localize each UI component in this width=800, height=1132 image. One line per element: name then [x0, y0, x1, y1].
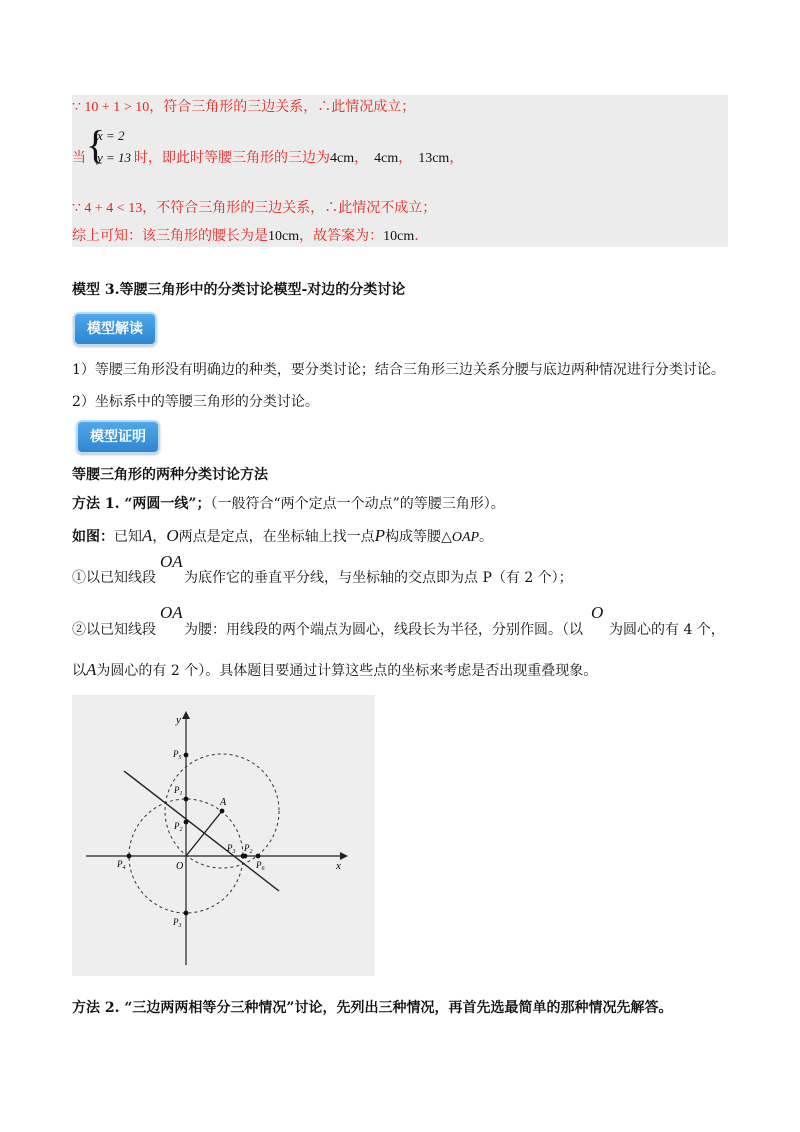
x-axis-label: x	[336, 860, 341, 872]
point-p2-y	[184, 820, 189, 825]
p6-label: $P_6$	[256, 860, 265, 872]
y-axis-arrow-icon	[182, 711, 190, 719]
x-axis-arrow-icon	[340, 852, 348, 860]
answer-1: 10cm	[268, 229, 300, 244]
perpendicular-bisector	[124, 771, 279, 891]
method-2: 方法 2. “三边两两相等分三种情况”讨论，先列出三种情况，再首先选最简单的那种情况先解答。	[72, 1000, 673, 1016]
side-2: 4cm	[374, 151, 399, 166]
point-p1	[184, 797, 189, 802]
point-p3-y	[184, 911, 189, 916]
inequality-2: ∵ 4 + 4 < 13	[72, 201, 143, 216]
method-1: 方法 1. “两圆一线”；（一般符合“两个定点一个动点”的等腰三角形）。	[72, 496, 505, 512]
points	[127, 753, 261, 916]
point-p: P	[374, 526, 386, 545]
item-2-text: ②以已知线段	[72, 622, 156, 638]
point-o: O	[166, 526, 179, 545]
point-p5	[184, 753, 189, 758]
solution-line-4: 综上可知：该三角形的腰长为是10cm，故答案为：10cm.	[72, 228, 419, 244]
origin-label: O	[176, 861, 184, 872]
p3-y-label: $P_3$	[173, 917, 182, 929]
badge-model-reading: 模型解读	[73, 312, 157, 346]
side-3: 13cm	[418, 151, 450, 166]
point-a: A	[142, 526, 153, 545]
triangle-oap: △OAP	[441, 530, 480, 545]
coordinate-figure	[72, 695, 375, 976]
inequality-1: ∵ 10 + 1 > 10	[72, 100, 150, 115]
solution-box	[72, 95, 728, 247]
center-a: A	[86, 660, 97, 679]
solution-line-3: ∵ 4 + 4 < 13，不符合三角形的三边关系，∴此情况不成立；	[72, 200, 437, 216]
p2-x-label: $P_2$	[244, 843, 253, 855]
item-2-rest-2: 为圆心的有 4 个，	[609, 622, 725, 638]
p3-x-label: $P_3$	[227, 843, 236, 855]
point-p2-x	[243, 854, 248, 859]
paragraph-1: 1）等腰三角形没有明确边的种类，要分类讨论；结合三角形三边关系分腰与底边两种情况进行分类讨论。	[72, 362, 725, 378]
item-2-rest: 为腰：用线段的两个端点为圆心，线段长为半径，分别作圆。（以	[184, 622, 583, 638]
system-eq-y: y = 13	[97, 150, 132, 165]
p5-label: $P_5$	[173, 749, 182, 761]
paragraph-2: 2）坐标系中的等腰三角形的分类讨论。	[72, 394, 319, 410]
solution-line-2: 当	[72, 150, 86, 166]
solution-line-1: ∵ 10 + 1 > 10，符合三角形的三边关系，∴此情况成立；	[72, 99, 416, 115]
item-2-continued: 以A为圆心的有 2 个）。具体题目要通过计算这些点的坐标来考虑是否出现重叠现象。	[72, 660, 598, 679]
solution-line-2-rest: 时，即此时等腰三角形的三边为4cm， 4cm， 13cm，	[134, 150, 464, 166]
y-axis-label: y	[176, 714, 181, 726]
methods-title: 等腰三角形的两种分类讨论方法	[72, 467, 268, 483]
system-eq-x: x = 2	[97, 128, 125, 143]
segment-oa-2: OA	[160, 603, 183, 622]
item-1-text: ①以已知线段	[72, 570, 156, 586]
p2-y-label: $P_2$	[174, 821, 183, 833]
point-a-dot	[220, 809, 225, 814]
center-o: O	[591, 603, 604, 622]
system-brace: {	[86, 122, 106, 167]
side-1: 4cm	[330, 151, 355, 166]
section-title: 模型 3.等腰三角形中的分类讨论模型-对边的分类讨论	[72, 282, 406, 298]
badge-model-proof: 模型证明	[76, 420, 160, 454]
figure-description: 如图：已知A，O两点是定点，在坐标轴上找一点P构成等腰△OAP。	[72, 526, 494, 545]
coordinate-diagram	[72, 695, 375, 976]
answer-2: 10cm	[383, 229, 415, 244]
point-p4	[127, 854, 132, 859]
segment-oa-1: OA	[160, 552, 183, 571]
item-1-rest: 为底作它的垂直平分线，与坐标轴的交点即为点 P（有 2 个）；	[184, 570, 573, 586]
p4-label: $P_4$	[117, 859, 126, 871]
p1-label: $P_1$	[174, 785, 183, 797]
point-a-label: A	[220, 797, 227, 808]
point-p6	[256, 854, 261, 859]
